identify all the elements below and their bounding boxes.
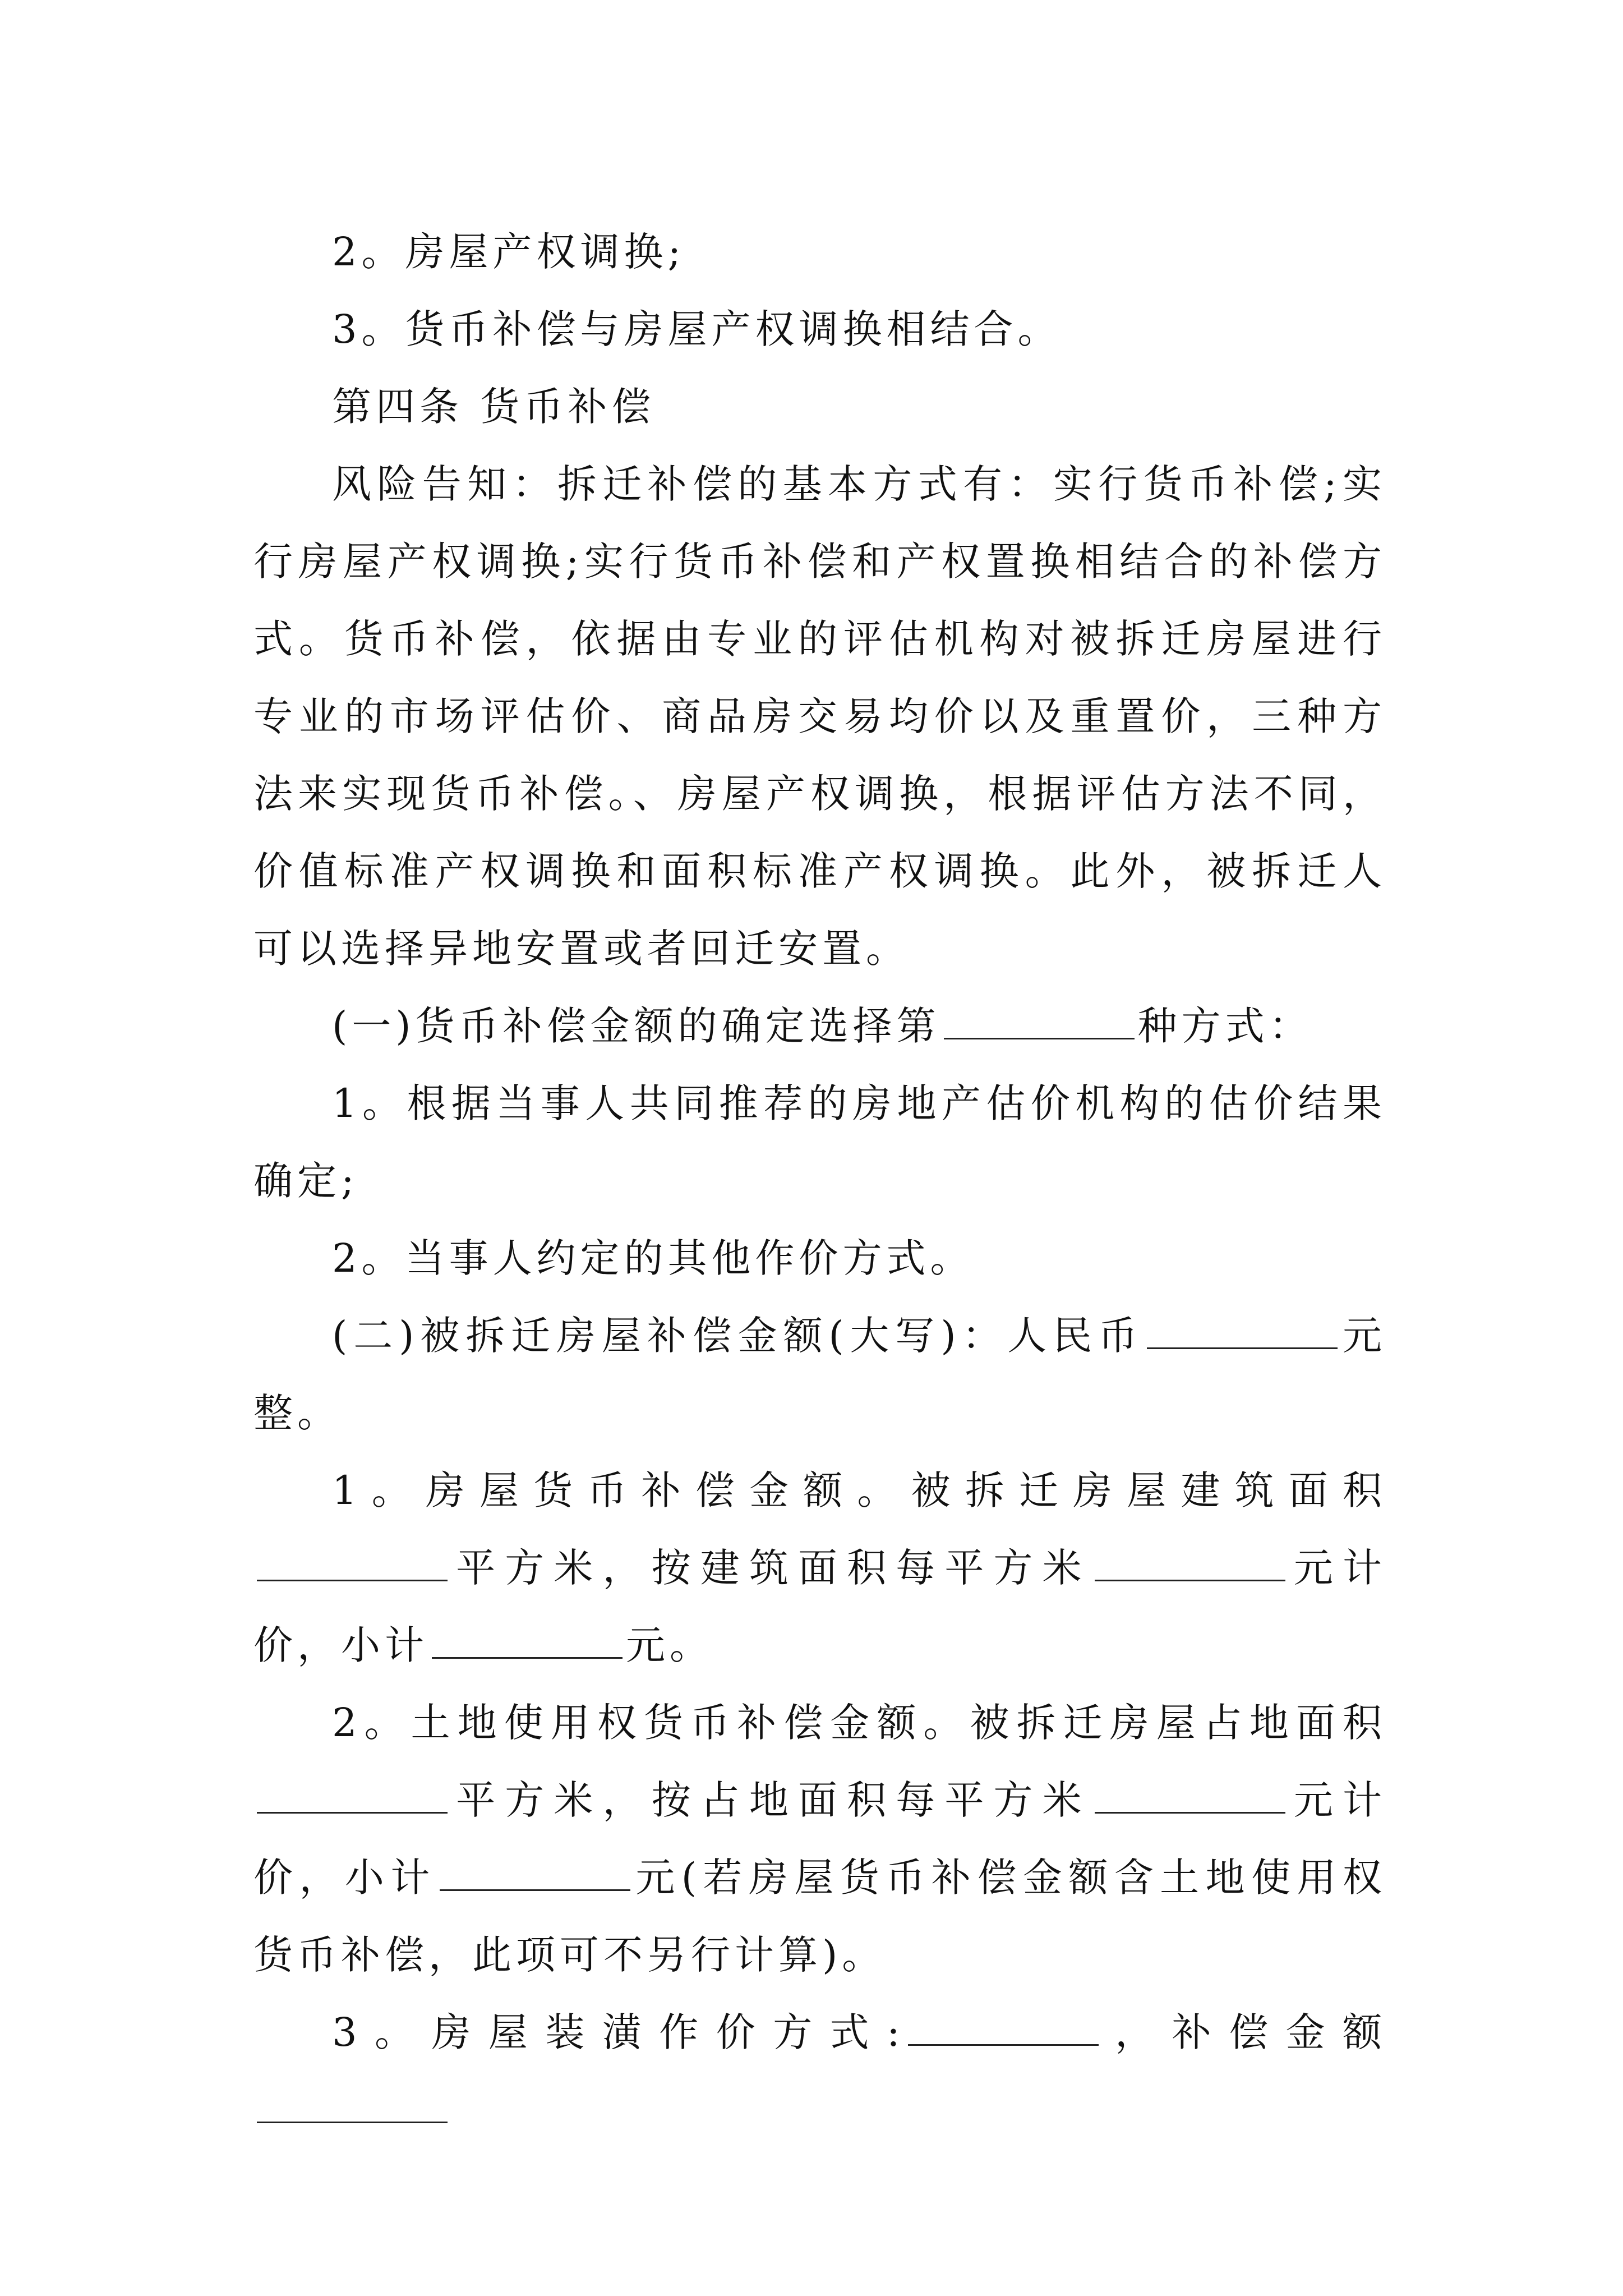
section-2-text-a: (二)被拆迁房屋补偿金额(大写)：人民币 [332,1313,1144,1359]
section-1-text-b: 种方式： [1137,1003,1313,1049]
item-2-property-swap [253,213,1386,291]
section-1-text-a: (一)货币补偿金额的确定选择第 [332,1003,940,1049]
amount-3-decoration [253,1994,1386,2148]
amount-2-text-c: 元计价，小计 [253,1777,1386,1901]
risk-notice [253,445,1386,987]
amount-2-text-a: 2。土地使用权货币补偿金额。被拆迁房屋占地面积 [332,1700,1386,1746]
amount-1-text-c: 元计价，小计 [253,1545,1386,1668]
item-3-combined [253,291,1386,368]
land-subtotal-blank [440,1856,630,1891]
amount-3-text-a: 3。房屋装潢作价方式: [332,2009,905,2055]
item-3-text: 3。货币补偿与房屋产权调换相结合。 [332,306,1062,352]
building-subtotal-blank [432,1623,623,1659]
method-number-blank [944,1004,1135,1039]
decoration-amount-blank [257,2088,448,2123]
method-1-appraisal [253,1065,1386,1220]
method-2-other [253,1220,1386,1297]
section-2-text-b: 元整。 [253,1313,1387,1436]
section-1-method [253,987,1386,1065]
method-1-text: 1。根据当事人共同推荐的房地产估价机构的估价结果确定; [253,1080,1386,1204]
amount-2-land [253,1684,1386,1994]
item-2-text: 2。房屋产权调换; [332,229,686,275]
amount-1-house [253,1452,1386,1684]
total-amount-blank [1147,1314,1338,1349]
article-4-heading-text: 第四条 货币补偿 [332,384,656,430]
land-unit-price-blank [1095,1778,1285,1814]
amount-1-text-b: 平方米，按建筑面积每平方米 [451,1545,1091,1591]
building-unit-price-blank [1095,1546,1285,1581]
document-page [253,213,1386,2148]
decoration-method-blank [908,2010,1099,2046]
building-area-blank [257,1546,448,1581]
section-2-amount [253,1297,1386,1452]
article-4-heading [253,368,1386,445]
method-2-text: 2。当事人约定的其他作价方式。 [332,1235,974,1281]
amount-1-text-d: 元。 [626,1622,713,1668]
amount-3-text-b: ，补偿金额 [1101,2009,1386,2055]
risk-notice-text: 风险告知：拆迁补偿的基本方式有：实行货币补偿;实行房屋产权调换;实行货币补偿和产权置换相结合的补偿方式。货币补偿，依据由专业的评估机构对被拆迁房屋进行专业的市场评估价、商品房交易均价以及重置价，三种方法来实现货币补偿。、房屋产权调换，根据评估方法不同，价值标准产权调换和面积标准产权调换。此外，被拆迁人可以选择异地安置或者回迁安置。 [253,461,1386,972]
amount-2-text-d: 元(若房屋货币补偿金额含土地使用权货币补偿，此项可不另行计算)。 [253,1855,1387,1978]
amount-2-text-b: 平方米，按占地面积每平方米 [451,1777,1091,1823]
land-area-blank [257,1778,448,1814]
amount-1-text-a: 1。房屋货币补偿金额。被拆迁房屋建筑面积 [332,1467,1386,1513]
